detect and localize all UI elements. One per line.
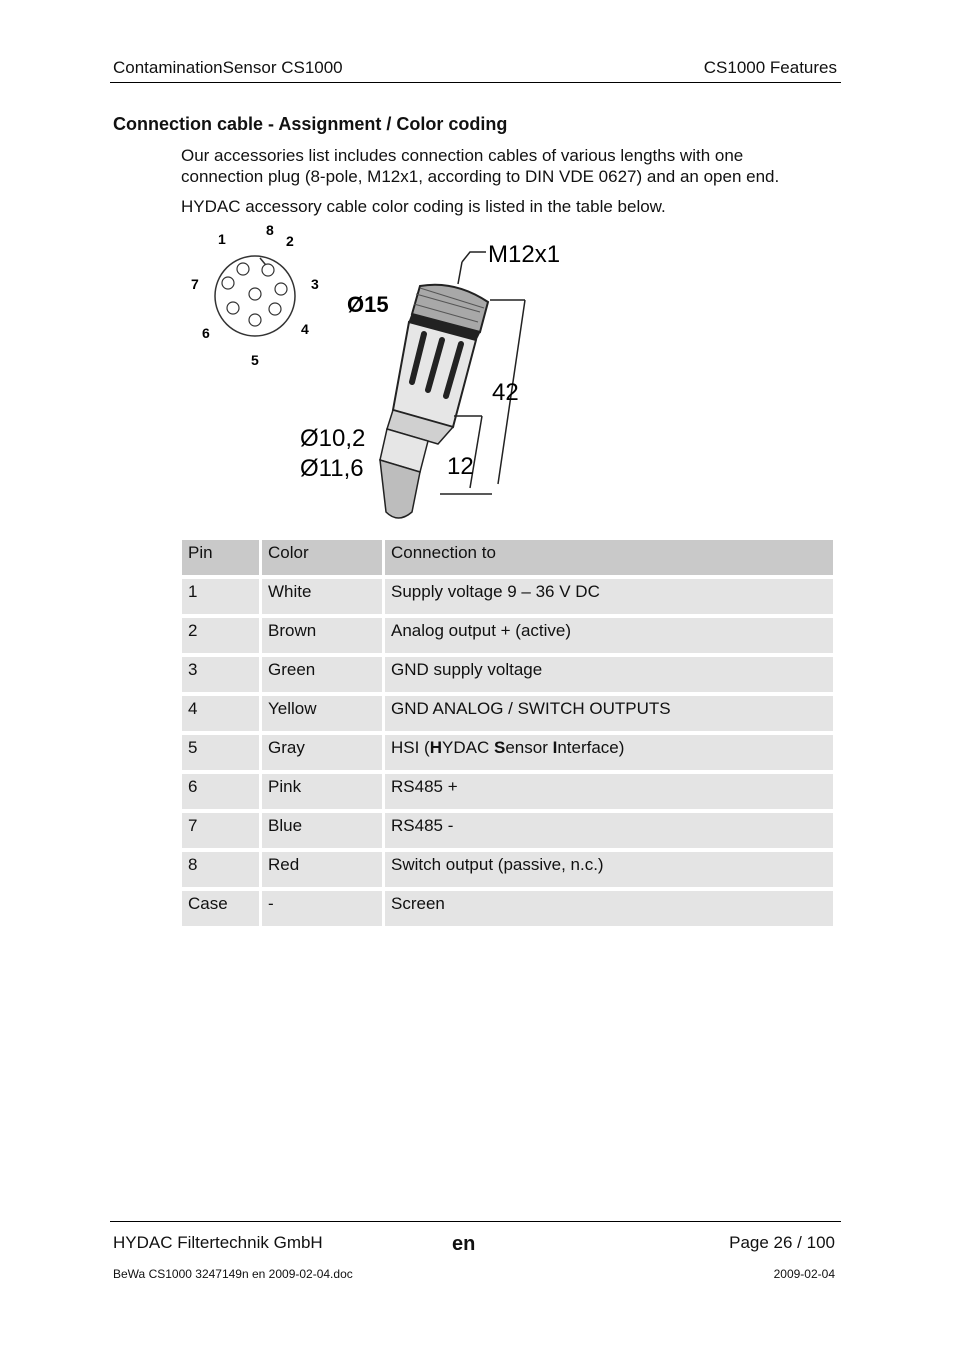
table-row (182, 852, 833, 887)
footer-page-number: Page 26 / 100 (729, 1233, 835, 1252)
acronym-letter-i: I (552, 738, 558, 757)
length-42-label: 42 (492, 379, 519, 406)
footer-language: en (452, 1233, 476, 1255)
connection-cell: Analog output + (active) (385, 618, 833, 653)
length-12-label: 12 (447, 453, 474, 480)
color-coding-paragraph: HYDAC accessory cable color coding is listed in the table below. (181, 197, 666, 216)
color-cell: Yellow (262, 696, 382, 731)
pin-cell: 8 (182, 852, 259, 887)
connection-text: nterface) (557, 738, 625, 757)
connection-cell: GND ANALOG / SWITCH OUTPUTS (385, 696, 833, 731)
table-row (182, 891, 833, 926)
footer-company: HYDAC Filtertechnik GmbH (113, 1233, 323, 1252)
table-row (182, 774, 833, 809)
section-title: Connection cable - Assignment / Color coding (113, 114, 508, 134)
outer-diameter-label: Ø15 (347, 292, 389, 317)
pin-label: 3 (311, 276, 319, 292)
color-cell: White (262, 579, 382, 614)
footer-date: 2009-02-04 (773, 1267, 835, 1281)
column-header-connection: Connection to (385, 540, 833, 575)
pin-label: 6 (202, 325, 210, 341)
pin-layout-diagram (191, 222, 319, 368)
pin-label: 8 (266, 222, 274, 238)
pin-assignment-table (179, 536, 836, 930)
connection-cell: Supply voltage 9 – 36 V DC (385, 579, 833, 614)
connection-cell: Switch output (passive, n.c.) (385, 852, 833, 887)
pin-label: 4 (301, 321, 309, 337)
thread-dimension-label: M12x1 (488, 241, 561, 268)
color-cell: Pink (262, 774, 382, 809)
header-doc-title: ContaminationSensor CS1000 (113, 58, 343, 77)
table-row (182, 735, 833, 770)
connection-cell: RS485 + (385, 774, 833, 809)
connection-cell: GND supply voltage (385, 657, 833, 692)
color-cell: - (262, 891, 382, 926)
table-row (182, 579, 833, 614)
diameter-11-6-label: Ø11,6 (300, 455, 364, 482)
connection-text: HSI ( (391, 738, 430, 757)
color-cell: Green (262, 657, 382, 692)
pin-cell: 1 (182, 579, 259, 614)
connection-text: ensor (505, 738, 553, 757)
connection-text: YDAC (442, 738, 494, 757)
column-header-pin: Pin (182, 540, 259, 575)
header-chapter-title: CS1000 Features (703, 58, 837, 77)
table-header-row (182, 540, 833, 575)
pin-cell: Case (182, 891, 259, 926)
header-divider (110, 82, 841, 83)
connector-drawing (180, 222, 600, 527)
column-header-color: Color (262, 540, 382, 575)
pin-cell: 6 (182, 774, 259, 809)
color-cell: Gray (262, 735, 382, 770)
color-cell: Brown (262, 618, 382, 653)
acronym-letter-h: H (429, 738, 443, 757)
acronym-letter-s: S (493, 738, 506, 757)
pin-label: 7 (191, 276, 199, 292)
intro-paragraph: Our accessories list includes connection cables of various lengths with one connection plug (8-pole, M12x1, according to DIN VDE 0627) and an open end. (181, 146, 780, 186)
connection-cell (385, 735, 833, 770)
footer-document-id: BeWa CS1000 3247149n en 2009-02-04.doc (113, 1267, 353, 1281)
table-row (182, 618, 833, 653)
pin-label: 5 (251, 352, 259, 368)
footer-divider (110, 1221, 841, 1222)
connection-cell: Screen (385, 891, 833, 926)
pin-label: 1 (218, 231, 226, 247)
pin-cell: 4 (182, 696, 259, 731)
connection-cell: RS485 - (385, 813, 833, 848)
color-cell: Red (262, 852, 382, 887)
pin-label: 2 (286, 233, 294, 249)
table-row (182, 813, 833, 848)
pin-cell: 3 (182, 657, 259, 692)
diameter-10-2-label: Ø10,2 (300, 425, 366, 452)
pin-cell: 5 (182, 735, 259, 770)
pin-cell: 2 (182, 618, 259, 653)
color-cell: Blue (262, 813, 382, 848)
table-row (182, 657, 833, 692)
table-row (182, 696, 833, 731)
pin-cell: 7 (182, 813, 259, 848)
